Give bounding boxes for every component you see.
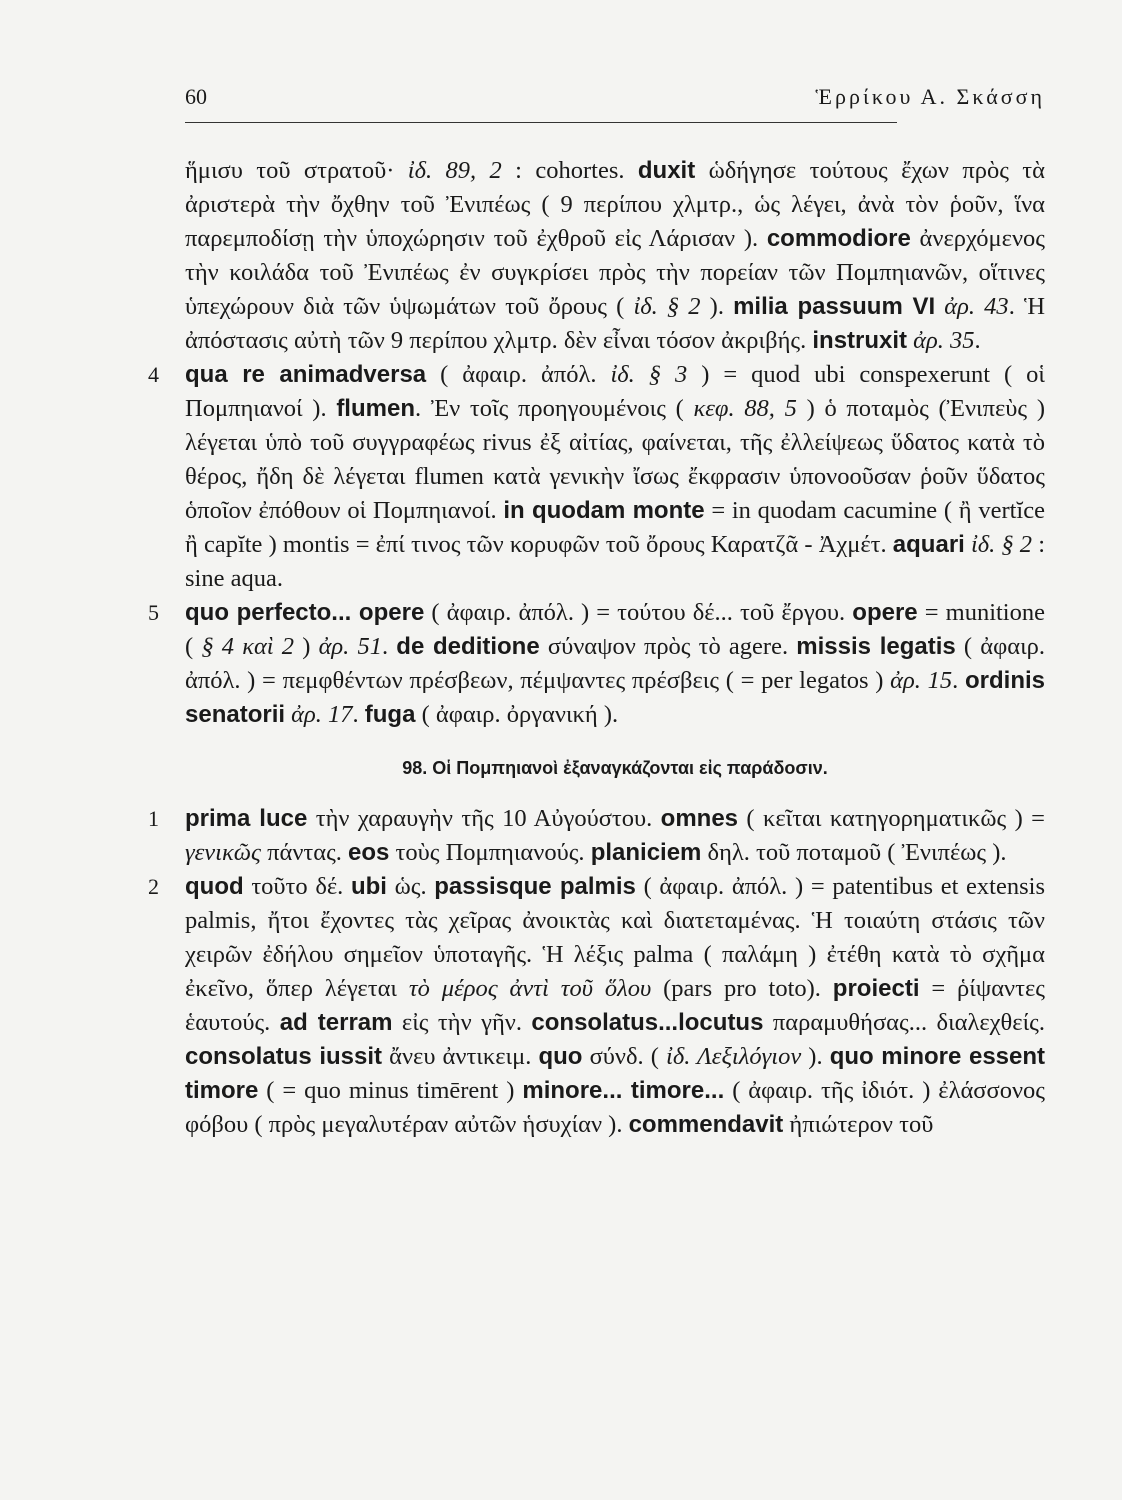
paragraph-1	[148, 802, 1045, 870]
paragraph-number: 2	[148, 874, 159, 899]
paragraph-text: ἥμισυ τοῦ στρατοῦ· ἰδ. 89, 2 : cohortes. duxit ὡδήγησε τούτους ἔχων πρὸς τὰ ἀριστερὰ τὴν ὄχθην τοῦ Ἐνιπέως ( 9 περίπου χλμτρ., ὡς λέγει, ἀνὰ τὸν ῥοῦν, ἵνα παρεμποδίσῃ τὴν ὑποχώρησιν τοῦ ἐχθροῦ εἰς Λάρισαν ). commodiore ἀνερχόμενος τὴν κοιλάδα τοῦ Ἐνιπέως ἐν συγκρίσει πρὸς τὴν πορείαν τῶν Πομπηιανῶν, οἵτινες ὑπεχώρουν διὰ τῶν ὑψωμάτων τοῦ ὄρους ( ἰδ. § 2 ). milia passuum VI ἀρ. 43. Ἡ ἀπόστασις αὐτὴ τῶν 9 περίπου χλμτρ. δὲν εἶναι τόσον ἀκριβής. instruxit ἀρ. 35.	[185, 157, 1046, 354]
paragraph-number: 4	[148, 362, 159, 387]
paragraph-text: qua re animadversa ( ἀφαιρ. ἀπόλ. ἰδ. § 3 ) = quod ubi conspexerunt ( οἱ Πομπηιανοί ). flumen. Ἐν τοῖς προηγουμένοις ( κεφ. 88, 5 ) ὁ ποταμὸς (Ἐνιπεὺς ) λέγεται ὑπὸ τοῦ συγγραφέως rivus ἐξ αἰτίας, φαίνεται, τῆς ἐλλείψεως ὕδατος κατὰ τὸ θέρος, ἤδη δὲ λέγεται flumen κατὰ γενικὴν ἴσως ἔκφρασιν ὑπονοοῦσαν ῥοῦν ὕδατος ὁποῖον ἐπόθουν οἱ Πομπηιανοί. in quodam monte = in quodam cacumine ( ἢ vertĭce ἢ capĭte ) montis = ἐπί τινος τῶν κορυφῶν τοῦ ὄρους Καρατζᾶ - Ἀχμέτ. aquari ἰδ. § 2 : sine aqua.	[185, 361, 1046, 592]
paragraph-number: 1	[148, 806, 159, 831]
paragraph-4	[148, 358, 1046, 596]
paragraph-continued	[185, 154, 1045, 358]
page-header	[185, 84, 1045, 114]
paragraph-text: quod τοῦτο δέ. ubi ὡς. passisque palmis ( ἀφαιρ. ἀπόλ. ) = patentibus et extensis palmis, ἤτοι ἔχοντες τὰς χεῖρας ἀνοικτὰς καὶ διατεταμένας. Ἡ τοιαύτη στάσις τῶν χειρῶν ἐδήλου σημεῖον ὑποταγῆς. Ἡ λέξις palma ( παλάμη ) ἐτέθη κατὰ τὸ σχῆμα ἐκεῖνο, ὅπερ λέγεται τὸ μέρος ἀντὶ τοῦ ὅλου (pars pro toto). proiecti = ῥίψαντες ἑαυτούς. ad terram εἰς τὴν γῆν. consolatus...locutus παραμυθήσας... διαλεχθείς. consolatus iussit ἄνευ ἀντικειμ. quo σύνδ. ( ἰδ. Λεξιλόγιον ). quo minore essent timore ( = quo minus timērent ) minore... timore... ( ἀφαιρ. τῆς ἰδιότ. ) ἐλάσσονος φόβου ( πρὸς μεγαλυτέραν αὐτῶν ἡσυχίαν ). commendavit ἠπιώτερον τοῦ	[185, 873, 1046, 1138]
header-rule	[185, 122, 897, 123]
body-text	[148, 154, 1046, 1142]
page-number: 60	[185, 84, 207, 109]
paragraph-number: 5	[148, 600, 159, 625]
paragraph-text: prima luce τὴν χαραυγὴν τῆς 10 Αὐγούστου. omnes ( κεῖται κατηγορηματικῶς ) = γενικῶς πάντας. eos τοὺς Πομπηιανούς. planiciem δηλ. τοῦ ποταμοῦ ( Ἐνιπέως ).	[185, 805, 1045, 866]
paragraph-text: quo perfecto... opere ( ἀφαιρ. ἀπόλ. ) = τούτου δέ... τοῦ ἔργου. opere = munitione ( § 4 καὶ 2 ) ἀρ. 51. de deditione σύναψον πρὸς τὸ agere. missis legatis ( ἀφαιρ. ἀπόλ. ) = πεμφθέντων πρέσβεων, πέμψαντες πρέσβεις ( = per legatos ) ἀρ. 15. ordinis senatorii ἀρ. 17. fuga ( ἀφαιρ. ὀργανική ).	[185, 599, 1046, 728]
paragraph-2	[148, 870, 1046, 1142]
section-heading: 98. Οἱ Πομπηιανοὶ ἐξαναγκάζονται εἰς παράδοσιν.	[402, 758, 828, 778]
paragraph-5	[148, 596, 1046, 732]
running-head: Ἑρρίκου Α. Σκάσση	[815, 84, 1045, 109]
